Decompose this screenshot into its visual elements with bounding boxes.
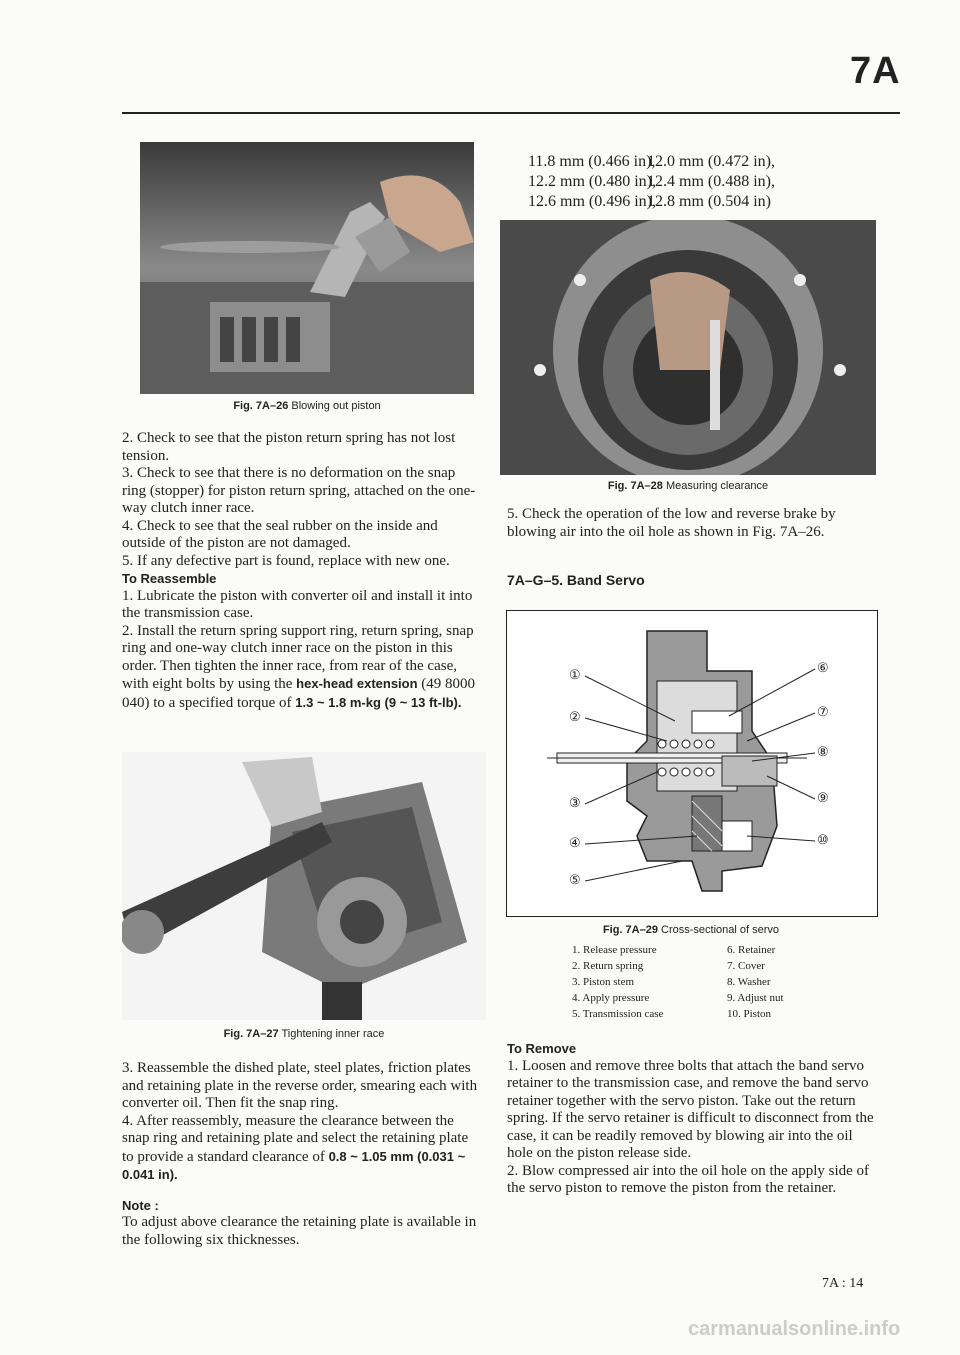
thickness-row: 12.6 mm (0.496 in), 12.8 mm (0.504 in) — [528, 193, 771, 210]
fig-28-photo — [500, 220, 876, 475]
band-servo-heading: 7A–G–5. Band Servo — [507, 572, 645, 588]
note-text: To adjust above clearance the retaining plate is available in the following six thicknesses. — [122, 1214, 477, 1248]
legend-row: 2. Return spring 7. Cover — [572, 960, 765, 972]
check-item-2: 2. Check to see that the piston return spring has not lost tension. — [122, 430, 456, 464]
reassemble-step-4: 4. After reassembly, measure the clearance between the snap ring and retaining plate and select the retaining plate to provide a standard clearance of 0.8 ~ 1.05 mm (0.031 ~ 0.041 in). — [122, 1112, 469, 1182]
servo-cross-section-diagram — [506, 610, 878, 917]
fig-29-caption: Fig. 7A–29 Cross-sectional of servo — [602, 924, 780, 936]
thickness-row: 11.8 mm (0.466 in), 12.0 mm (0.472 in), — [528, 153, 775, 170]
fig-27-caption: Fig. 7A–27 Tightening inner race — [223, 1028, 385, 1040]
callout-5: ⑤ — [569, 872, 581, 887]
callout-2: ② — [569, 709, 581, 724]
legend-row: 4. Apply pressure 9. Adjust nut — [572, 992, 784, 1004]
callout-7: ⑦ — [817, 704, 829, 719]
thickness-row: 12.2 mm (0.480 in), 12.4 mm (0.488 in), — [528, 173, 775, 190]
fig-26-caption: Fig. 7A–26 Blowing out piston — [233, 400, 381, 412]
air-gun-piston-photo — [140, 142, 474, 394]
header-rule — [122, 112, 900, 114]
remove-step-2: 2. Blow compressed air into the oil hole on the apply side of the servo piston to remove the piston from the retainer. — [507, 1162, 870, 1196]
footer-watermark: carmanualsonline.info — [688, 1318, 901, 1340]
clearance-measure-photo — [500, 220, 876, 475]
brake-check-text: 5. Check the operation of the low and reverse brake by blowing air into the oil hole as shown in Fig. 7A–26. — [507, 506, 836, 540]
left-text-block-2 — [122, 1060, 480, 1249]
check-item-5: 5. If any defective part is found, replace with new one. — [122, 552, 450, 569]
remove-step-1: 1. Loosen and remove three bolts that attach the band servo retainer to the transmission case, and remove the band servo retainer together with the servo piston. Take out the return spring. If the servo retainer is difficult to disconnect from the case, it can be readily removed by blowing air into the oil hole on the piston release side. — [507, 1057, 874, 1161]
left-text-block-1 — [122, 430, 480, 712]
fig-26-photo — [140, 142, 474, 394]
callout-6: ⑥ — [817, 660, 829, 675]
legend-row: 3. Piston stem 8. Washer — [572, 976, 771, 988]
right-text-block-remove — [507, 1040, 877, 1198]
legend-row: 1. Release pressure 6. Retainer — [572, 944, 776, 956]
callout-4: ④ — [569, 835, 581, 850]
callout-3: ③ — [569, 795, 581, 810]
callout-9: ⑨ — [817, 790, 829, 805]
note-heading: Note : — [122, 1197, 159, 1213]
torque-wrench-case-photo — [122, 752, 486, 1020]
page-number: 7A : 14 — [822, 1276, 864, 1291]
legend-row: 5. Transmission case 10. Piston — [572, 1008, 772, 1020]
callout-8: ⑧ — [817, 744, 829, 759]
callout-1: ① — [569, 667, 581, 682]
reassemble-step-3: 3. Reassemble the dished plate, steel plates, friction plates and retaining plate in the reverse order, smearing each with converter oil. Then fit the snap ring. — [122, 1060, 478, 1111]
reassemble-step-1: 1. Lubricate the piston with converter oil and install it into the transmission case. — [122, 587, 473, 621]
callout-10: ⑩ — [817, 832, 829, 847]
fig-28-caption: Fig. 7A–28 Measuring clearance — [607, 480, 769, 492]
remove-heading: To Remove — [507, 1041, 577, 1056]
fig-27-photo — [122, 752, 486, 1020]
thickness-list — [528, 152, 858, 212]
reassemble-step-2: 2. Install the return spring support ring, return spring, snap ring and one-way clutch inner race on the piston in this order. Then tighten the inner race, from rear of the case, with eight bolts by using the hex-head extension (49 8000 040) to a specified torque of 1.3 ~ 1.8 m-kg (9 ~ 13 ft-lb). — [122, 622, 476, 711]
section-id: 7A — [850, 50, 901, 92]
check-item-4: 4. Check to see that the seal rubber on the inside and outside of the piston are not damaged. — [122, 517, 438, 551]
servo-cross-section-svg — [507, 611, 877, 916]
check-item-3: 3. Check to see that there is no deformation on the snap ring (stopper) for piston return spring, attached on the one-way clutch inner race. — [122, 465, 476, 516]
servo-legend — [572, 942, 882, 1022]
reassemble-heading: To Reassemble — [122, 571, 217, 586]
